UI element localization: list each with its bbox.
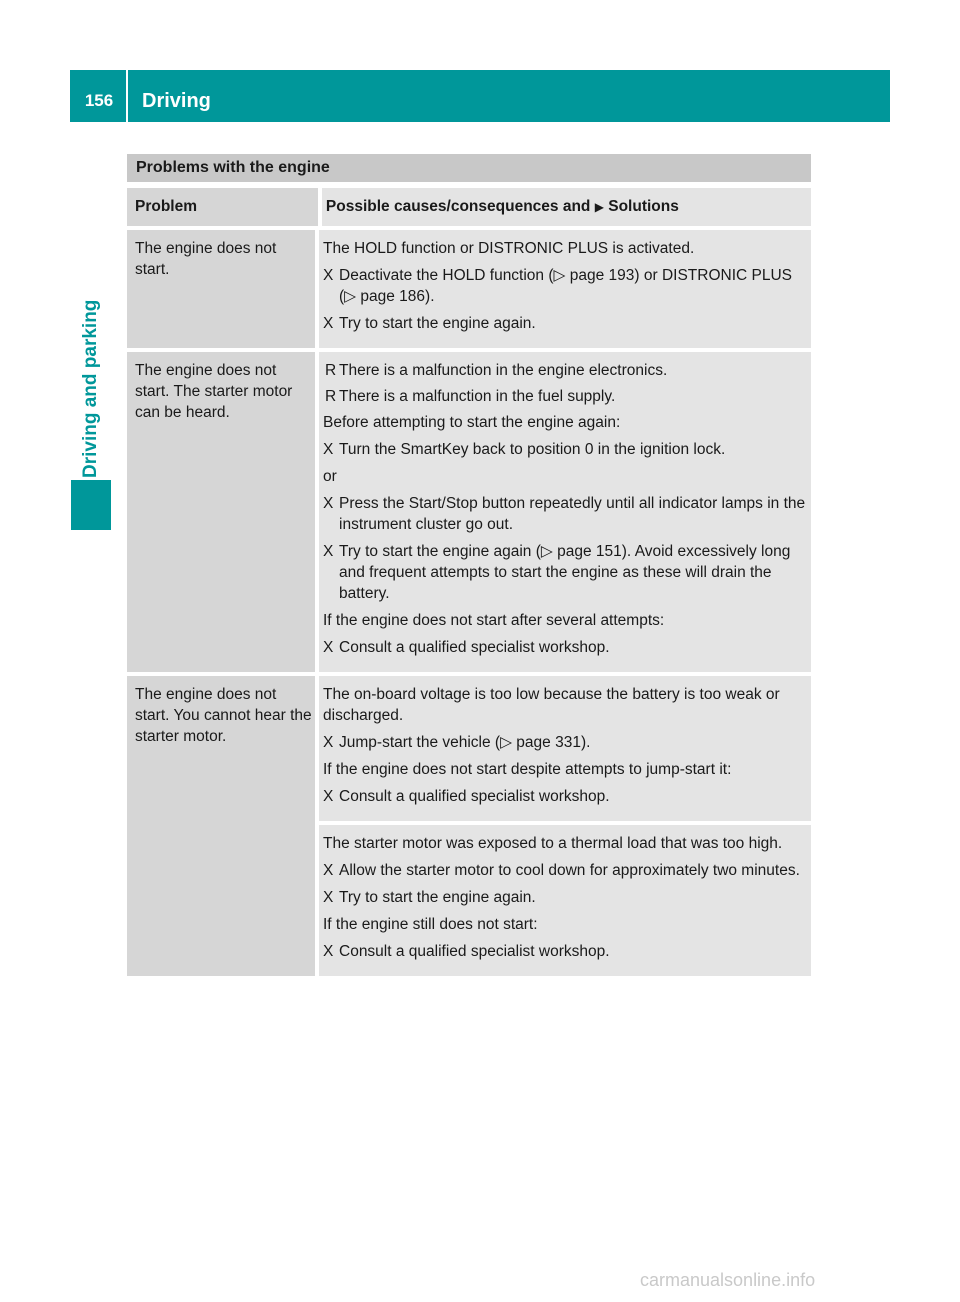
cause-text: The starter motor was exposed to a thermal load that was too high. <box>323 835 783 852</box>
step-marker-icon: X <box>323 862 334 879</box>
cause-text: Before attempting to start the engine again: <box>323 414 621 431</box>
problems-table <box>127 154 811 980</box>
solutions-cell <box>319 825 811 976</box>
step-marker-icon: X <box>323 889 334 906</box>
cause-text: The on-board voltage is too low because the battery is too weak or discharged. <box>323 686 780 724</box>
side-tab-label: Driving and parking <box>80 299 101 478</box>
bullet-text: There is a malfunction in the engine electronics. <box>339 362 668 379</box>
cause-bullet <box>323 386 807 407</box>
solutions-cell <box>319 676 811 821</box>
problem-cell: The engine does not start. You cannot hear the starter motor. <box>127 676 315 976</box>
step-marker-icon: X <box>323 943 334 960</box>
step-text: Try to start the engine again. <box>339 889 536 906</box>
table-title: Problems with the engine <box>127 154 811 182</box>
column-header-problem: Problem <box>127 188 318 226</box>
cause-bullet <box>323 360 807 381</box>
cause-text: If the engine does not start despite attempts to jump-start it: <box>323 761 732 778</box>
action-step <box>323 637 807 658</box>
step-text: Try to start the engine again (▷ page 151). Avoid excessively long and frequent attempts to start the engine as these will drain the battery. <box>339 543 791 602</box>
problem-cell: The engine does not start. The starter motor can be heard. <box>127 352 315 672</box>
step-text: Allow the starter motor to cool down for approximately two minutes. <box>339 862 800 879</box>
step-text: Try to start the engine again. <box>339 315 536 332</box>
page-number: 156 <box>84 91 114 110</box>
arrow-icon: ▶ <box>594 200 604 214</box>
step-marker-icon: X <box>323 315 334 332</box>
problem-cell: The engine does not start. <box>127 230 315 348</box>
action-step <box>323 786 807 807</box>
table-row <box>127 676 811 976</box>
cause-text: The HOLD function or DISTRONIC PLUS is activated. <box>323 240 695 257</box>
step-text: Turn the SmartKey back to position 0 in the ignition lock. <box>339 441 726 458</box>
solutions-cell <box>319 230 811 348</box>
solutions-cell <box>319 352 811 672</box>
cause-text: If the engine still does not start: <box>323 916 538 933</box>
table-row <box>127 230 811 348</box>
action-step <box>323 439 807 460</box>
cause-text: or <box>323 468 337 485</box>
cause-text: If the engine does not start after several attempts: <box>323 612 665 629</box>
bullet-text: There is a malfunction in the fuel supply. <box>339 388 616 405</box>
table-header-row <box>127 188 811 226</box>
action-step <box>323 541 807 604</box>
section-title: Driving <box>142 90 211 112</box>
step-marker-icon: X <box>323 788 334 805</box>
step-text: Jump-start the vehicle (▷ page 331). <box>339 734 591 751</box>
step-marker-icon: X <box>323 267 334 284</box>
side-tab <box>71 248 111 478</box>
bullet-marker-icon: R <box>325 362 337 379</box>
table-row <box>127 352 811 672</box>
action-step <box>323 493 807 535</box>
watermark: carmanualsonline.info <box>640 1270 816 1290</box>
action-step <box>323 860 807 881</box>
step-marker-icon: X <box>323 441 334 458</box>
action-step <box>323 313 807 334</box>
header-divider <box>126 70 128 122</box>
action-step <box>323 265 807 307</box>
solutions-column <box>319 352 811 672</box>
column-header-solutions-suffix: Solutions <box>608 198 679 215</box>
step-marker-icon: X <box>323 543 334 560</box>
step-text: Consult a qualified specialist workshop. <box>339 788 610 805</box>
step-marker-icon: X <box>323 734 334 751</box>
action-step <box>323 732 807 753</box>
bullet-marker-icon: R <box>325 388 337 405</box>
step-text: Consult a qualified specialist workshop. <box>339 639 610 656</box>
step-text: Deactivate the HOLD function (▷ page 193) or DISTRONIC PLUS (▷ page 186). <box>339 267 792 305</box>
step-marker-icon: X <box>323 639 334 656</box>
column-header-solutions-prefix: Possible causes/consequences and <box>325 198 591 215</box>
step-text: Consult a qualified specialist workshop. <box>339 943 610 960</box>
step-text: Press the Start/Stop button repeatedly until all indicator lamps in the instrument cluster go out. <box>339 495 806 533</box>
step-marker-icon: X <box>323 495 334 512</box>
solutions-column <box>319 676 811 976</box>
table-body <box>127 230 811 976</box>
solutions-column <box>319 230 811 348</box>
side-tab-marker <box>71 480 111 530</box>
column-header-solutions <box>322 188 811 226</box>
action-step <box>323 887 807 908</box>
action-step <box>323 941 807 962</box>
